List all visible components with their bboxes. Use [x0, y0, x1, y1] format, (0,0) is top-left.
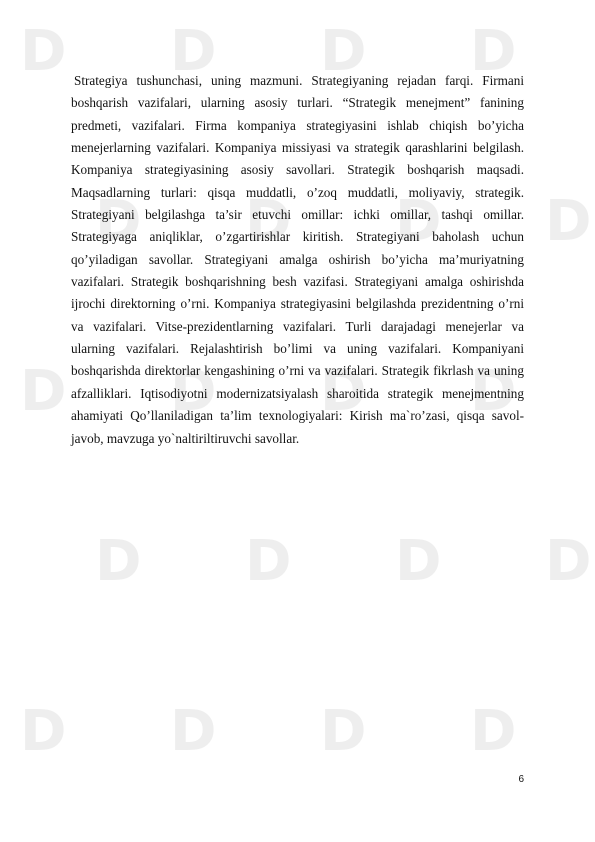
svg-text:D: D — [20, 19, 67, 84]
svg-text:D: D — [170, 359, 217, 424]
svg-text:D: D — [245, 529, 292, 594]
watermark-glyph — [20, 699, 66, 764]
svg-text:D: D — [470, 359, 517, 424]
svg-text:D: D — [20, 359, 67, 424]
svg-text:D: D — [395, 189, 442, 254]
watermark-glyph — [545, 189, 591, 254]
svg-text:D: D — [170, 699, 217, 764]
watermark-glyph — [470, 699, 516, 764]
watermark-glyph — [245, 529, 291, 594]
svg-text:D: D — [170, 19, 217, 84]
watermark-glyph — [20, 19, 66, 84]
svg-text:D: D — [320, 359, 367, 424]
watermark-glyph — [320, 699, 366, 764]
svg-text:D: D — [545, 529, 592, 594]
svg-text:D: D — [95, 189, 142, 254]
watermark-glyph — [395, 529, 441, 594]
svg-text:D: D — [320, 699, 367, 764]
watermark-glyph — [95, 529, 141, 594]
svg-text:D: D — [395, 529, 442, 594]
svg-text:D: D — [470, 699, 517, 764]
watermark-glyph — [545, 529, 591, 594]
svg-text:D: D — [95, 529, 142, 594]
watermark-glyph — [170, 699, 216, 764]
svg-text:D: D — [545, 189, 592, 254]
svg-text:D: D — [245, 189, 292, 254]
body-paragraph: Strategiya tushunchasi, uning mazmuni. Strategiyaning rejadan farqi. Firmani boshqarish vazifalari, ularning asosiy turlari. “Strategik menejment” fanining predmeti, vazifalari. Firma kompaniya strategiyasini ishlab chiqish bo’yicha menejerlarning vazifalari. Kompaniya missiyasi va strategik qarashlarini belgilash. Kompaniya strategiyasining asosiy savollari. Strategik boshqarish maqsadi. Maqsadlarning turlari: qisqa muddatli, o’zoq muddatli, moliyaviy, strategik. Strategiyani belgilashga ta’sir etuvchi omillar: ichki omillar, tashqi omillar. Strategiyaga aniqliklar, o’zgartirishlar kiritish. Strategiyani baholash uchun qo’yiladigan savollar. Strategiyani amalga oshirish bo’yicha ma’muriyatning vazifalari. Strategik boshqarishning besh vazifasi. Strategiyani amalga oshirishda ijrochi direktorning o’rni. Kompaniya strategiyasini belgilashda prezidentning o’rni va vazifalari. Vitse-prezidentlarning vazifalari. Turli darajadagi menejerlar va ularning vazifalari. Rejalashtirish bo’limi va uning vazifalari. Kompaniyani boshqarishda direktorlar kengashining o’rni va vazifalari. Strategik fikrlash va uning afzalliklari. Iqtisodiyotni modernizatsiyalash sharoitida strategik menejmentning ahamiyati Qo’llaniladigan ta’lim texnologiyalari: Kirish ma`ro’zasi, qisqa savol-javob, mavzuga yo`naltiriltiruvchi savollar. — [71, 73, 524, 446]
svg-text:D: D — [470, 19, 517, 84]
watermark-glyph — [20, 359, 66, 424]
svg-text:D: D — [20, 699, 67, 764]
page-number: 6 — [518, 774, 524, 785]
svg-text:D: D — [320, 19, 367, 84]
